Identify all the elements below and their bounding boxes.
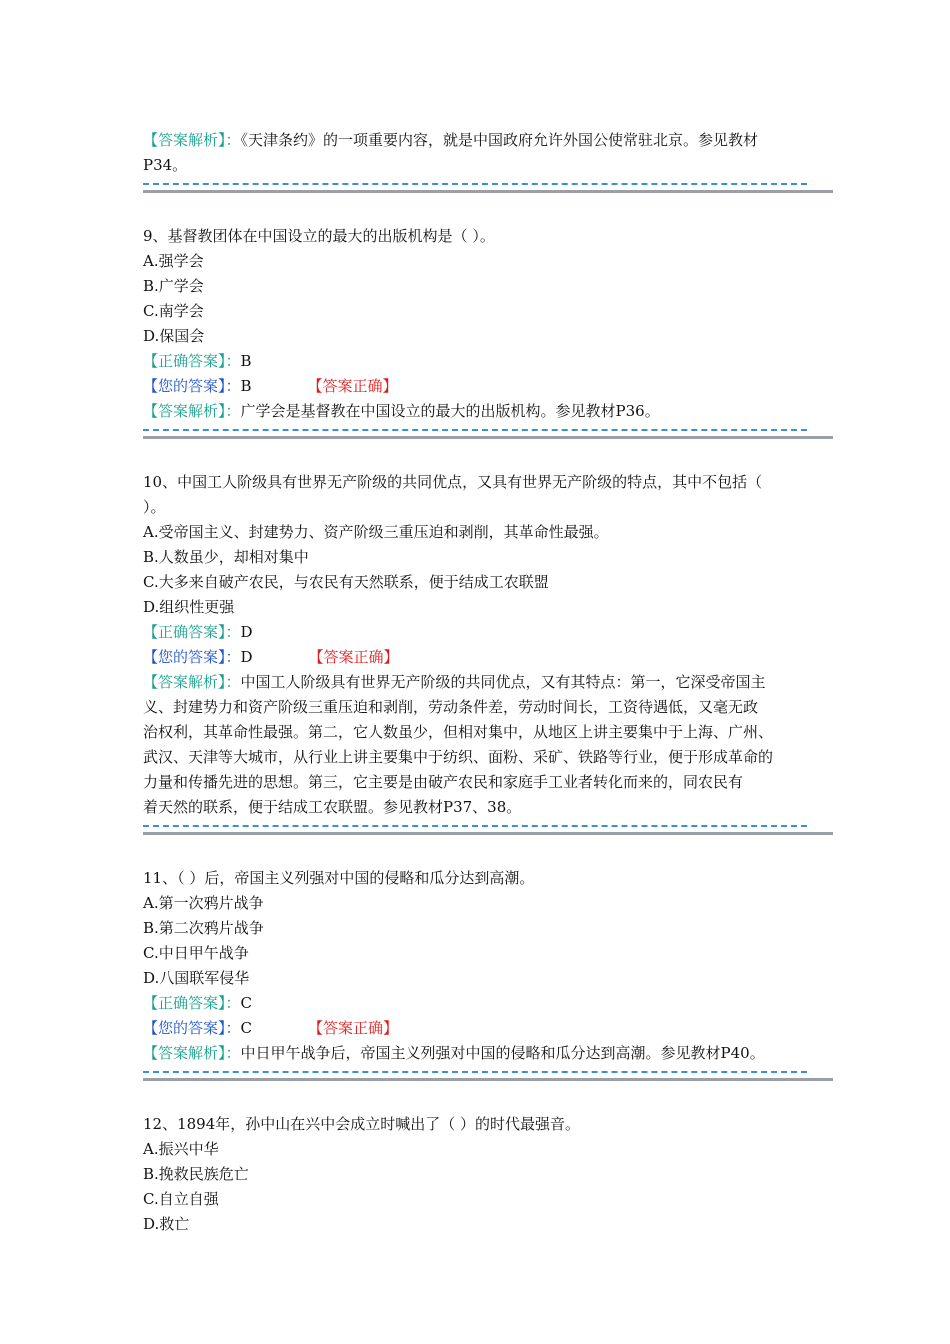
- question-title: 10、中国工人阶级具有世界无产阶级的共同优点，又具有世界无产阶级的特点，其中不包括（: [143, 473, 763, 491]
- verdict-badge: 【答案正确】: [308, 648, 399, 666]
- question-11: [143, 866, 833, 1066]
- your-answer-value: C: [240, 1019, 252, 1037]
- your-answer-row: [143, 645, 833, 670]
- option-a: A.第一次鸦片战争: [143, 894, 264, 912]
- question-separator: [143, 428, 833, 440]
- your-answer-label: 【您的答案】：: [143, 1019, 241, 1037]
- analysis-label: 【答案解析】：: [143, 673, 241, 691]
- analysis-text-line: 治权利，其革命性最强。第二，它人数虽少，但相对集中，从地区上讲主要集中于上海、广州、: [143, 723, 774, 741]
- your-answer-row: [143, 374, 833, 399]
- analysis-text-line: P34。: [143, 156, 188, 174]
- analysis-text: 广学会是基督教在中国设立的最大的出版机构。参见教材P36。: [240, 402, 660, 420]
- question-separator: [143, 824, 833, 836]
- option-d: D.保国会: [143, 327, 205, 345]
- option-c: C.南学会: [143, 302, 204, 320]
- question-8-analysis: [143, 128, 833, 178]
- analysis-text-line: 义、封建势力和资产阶级三重压迫和剥削，劳动条件差，劳动时间长，工资待遇低，又毫无政: [143, 698, 759, 716]
- analysis-text-line: 《天津条约》的一项重要内容，就是中国政府允许外国公使常驻北京。参见教材: [240, 131, 759, 149]
- correct-answer-value: D: [240, 623, 253, 641]
- question-title: 11、（ ）后，帝国主义列强对中国的侵略和瓜分达到高潮。: [143, 869, 535, 887]
- question-title-cont: ）。: [143, 498, 166, 516]
- option-b: B.第二次鸦片战争: [143, 919, 264, 937]
- correct-answer-row: [143, 620, 833, 645]
- option-b: B.广学会: [143, 277, 204, 295]
- quiz-page: [143, 128, 833, 1237]
- analysis-text-line: 力量和传播先进的思想。第三，它主要是由破产农民和家庭手工业者转化而来的，同农民有: [143, 773, 744, 791]
- analysis-text-line: 武汉、天津等大城市，从行业上讲主要集中于纺织、面粉、采矿、铁路等行业，便于形成革命的: [143, 748, 774, 766]
- option-c: C.自立自强: [143, 1190, 219, 1208]
- your-answer-label: 【您的答案】：: [143, 648, 241, 666]
- verdict-badge: 【答案正确】: [307, 377, 398, 395]
- option-d: D.组织性更强: [143, 598, 235, 616]
- question-10: [143, 470, 833, 820]
- option-a: A.强学会: [143, 252, 204, 270]
- question-separator: [143, 1070, 833, 1082]
- analysis-label: 【答案解析】：: [143, 131, 241, 149]
- correct-answer-row: [143, 349, 833, 374]
- correct-answer-label: 【正确答案】：: [143, 352, 241, 370]
- correct-answer-label: 【正确答案】：: [143, 623, 241, 641]
- option-a: A.振兴中华: [143, 1140, 219, 1158]
- question-9: [143, 224, 833, 424]
- option-c: C.大多来自破产农民，与农民有天然联系，便于结成工农联盟: [143, 573, 549, 591]
- your-answer-label: 【您的答案】：: [143, 377, 241, 395]
- your-answer-row: [143, 1016, 833, 1041]
- analysis-label: 【答案解析】：: [143, 402, 241, 420]
- option-d: D.八国联军侵华: [143, 969, 250, 987]
- option-b: B.人数虽少，却相对集中: [143, 548, 309, 566]
- analysis-text-line: 着天然的联系，便于结成工农联盟。参见教材P37、38。: [143, 798, 522, 816]
- correct-answer-value: C: [240, 994, 252, 1012]
- analysis-text-line: 中国工人阶级具有世界无产阶级的共同优点，又有其特点：第一，它深受帝国主: [240, 673, 766, 691]
- correct-answer-label: 【正确答案】：: [143, 994, 241, 1012]
- analysis-text: 中日甲午战争后，帝国主义列强对中国的侵略和瓜分达到高潮。参见教材P40。: [240, 1044, 765, 1062]
- correct-answer-row: [143, 991, 833, 1016]
- your-answer-value: B: [240, 377, 252, 395]
- option-d: D.救亡: [143, 1215, 190, 1233]
- option-c: C.中日甲午战争: [143, 944, 249, 962]
- analysis-label: 【答案解析】：: [143, 1044, 241, 1062]
- question-12: [143, 1112, 833, 1237]
- option-b: B.挽救民族危亡: [143, 1165, 249, 1183]
- question-title: 12、1894年，孙中山在兴中会成立时喊出了（ ）的时代最强音。: [143, 1115, 581, 1133]
- option-a: A.受帝国主义、封建势力、资产阶级三重压迫和剥削，其革命性最强。: [143, 523, 609, 541]
- verdict-badge: 【答案正确】: [308, 1019, 399, 1037]
- correct-answer-value: B: [240, 352, 252, 370]
- question-title: 9、基督教团体在中国设立的最大的出版机构是（ ）。: [143, 227, 495, 245]
- your-answer-value: D: [240, 648, 253, 666]
- question-separator: [143, 182, 833, 194]
